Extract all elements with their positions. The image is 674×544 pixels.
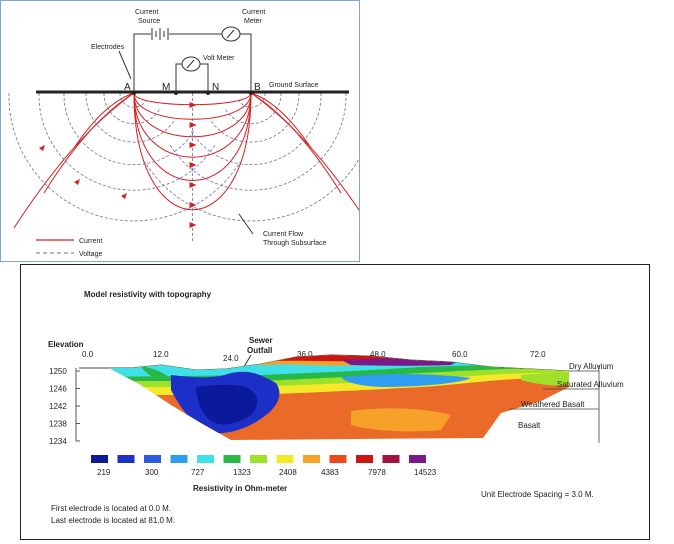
center-arrow: [190, 122, 197, 128]
current-ray: [14, 93, 134, 228]
current-arrowhead: [39, 145, 45, 151]
resistivity-section: [21, 265, 649, 539]
colorbar: [91, 455, 426, 463]
current-meter-label-1: Current: [242, 9, 266, 16]
first-electrode-note: First electrode is located at 0.0 M.: [51, 504, 172, 513]
center-arrow: [190, 102, 197, 108]
colorbar-value: 300: [145, 468, 159, 477]
center-arrow: [190, 162, 197, 168]
electrode-n-marker: [206, 91, 210, 95]
colorbar-swatch: [171, 455, 188, 463]
legend-voltage-label: Voltage: [79, 251, 103, 258]
layer-weathered-basalt: Weathered Basalt: [521, 400, 585, 409]
voltage-line: [86, 93, 175, 142]
colorbar-value: 4383: [321, 468, 339, 477]
current-flow-label-1: Current Flow: [263, 231, 304, 238]
colorbar-swatch: [118, 455, 135, 463]
sewer-label-1: Sewer: [249, 336, 273, 345]
current-source-label-2: Source: [138, 18, 161, 25]
last-electrode-note: Last electrode is located at 81.0 M.: [51, 516, 176, 525]
current-meter-icon: [222, 27, 240, 41]
y-tick-label: 1234: [49, 437, 67, 446]
colorbar-value: 7978: [368, 468, 386, 477]
voltage-line: [210, 93, 299, 142]
electrodes-label: Electrodes: [91, 44, 125, 51]
voltage-line: [226, 93, 282, 124]
electrode-m-marker: [174, 91, 178, 95]
colorbar-swatch: [197, 455, 214, 463]
current-source-label-1: Current: [135, 9, 159, 16]
voltage-line: [170, 93, 346, 190]
colorbar-swatch: [277, 455, 294, 463]
electrode-m-label: M: [162, 82, 171, 93]
voltage-line: [9, 93, 240, 221]
sewer-label-2: Outfall: [247, 346, 273, 355]
colorbar-swatch: [409, 455, 426, 463]
electrodes-pointer: [119, 51, 131, 79]
colorbar-swatch: [303, 455, 320, 463]
y-axis-ticks: [49, 367, 80, 446]
colorbar-swatch: [144, 455, 161, 463]
resistivity-section-panel: [20, 264, 650, 540]
center-arrow: [190, 142, 197, 148]
current-ray: [251, 93, 359, 228]
electrode-a-label: A: [124, 82, 131, 93]
electrode-n-label: N: [212, 82, 220, 93]
x-tick-label: 0.0: [82, 350, 94, 359]
current-arrowhead: [74, 179, 80, 185]
spacing-note: Unit Electrode Spacing = 3.0 M.: [481, 490, 594, 499]
colorbar-swatch: [250, 455, 267, 463]
x-tick-label: 12.0: [153, 350, 169, 359]
electrode-b-marker: [249, 91, 253, 95]
colorbar-value: 14523: [414, 468, 437, 477]
x-tick-label: 60.0: [452, 350, 468, 359]
x-tick-label: 48.0: [370, 350, 386, 359]
voltage-line: [39, 93, 215, 190]
center-arrow: [190, 222, 197, 228]
electrode-a-marker: [132, 91, 136, 95]
y-tick-label: 1246: [49, 384, 67, 394]
colorbar-swatch: [224, 455, 241, 463]
x-tick-label: 24.0: [223, 354, 239, 363]
y-tick-label: 1238: [49, 419, 67, 429]
x-tick-label: 36.0: [297, 350, 313, 359]
colorbar-value: 2408: [279, 468, 297, 477]
electrode-diagram: [1, 1, 359, 261]
y-tick-label: 1250: [49, 367, 67, 376]
colorbar-labels: [97, 468, 437, 477]
colorbar-swatch: [91, 455, 108, 463]
colorbar-swatch: [383, 455, 400, 463]
colorbar-value: 1323: [233, 468, 251, 477]
volt-meter-label: Volt Meter: [203, 55, 235, 62]
x-tick-label: 72.0: [530, 350, 546, 359]
current-ray: [251, 93, 311, 148]
voltage-line: [145, 93, 359, 221]
resistivity-unit-label: Resistivity in Ohm-meter: [193, 484, 288, 493]
current-flow-label-2: Through Subsurface: [263, 240, 327, 247]
elevation-label: Elevation: [48, 340, 84, 349]
ground-surface-label: Ground Surface: [269, 82, 319, 89]
legend-current-label: Current: [79, 238, 103, 245]
resistivity-body: [101, 350, 581, 445]
current-ray: [251, 93, 341, 193]
layer-saturated-alluvium: Saturated Alluvium: [557, 380, 624, 389]
section-title: Model resistivity with topography: [84, 290, 212, 299]
electrode-diagram-panel: [0, 0, 360, 262]
current-flow-pointer: [239, 214, 253, 234]
layer-dry-alluvium: Dry Alluvium: [569, 362, 614, 371]
center-arrow: [190, 182, 197, 188]
colorbar-swatch: [356, 455, 373, 463]
colorbar-value: 727: [191, 468, 205, 477]
electrode-b-label: B: [254, 82, 261, 93]
current-arrowhead: [121, 193, 127, 199]
battery-icon: [152, 28, 168, 40]
center-arrow: [190, 202, 197, 208]
current-meter-label-2: Meter: [244, 18, 262, 25]
current-ray: [44, 93, 134, 193]
voltage-line: [104, 93, 160, 124]
colorbar-swatch: [330, 455, 347, 463]
y-tick-label: 1242: [49, 402, 67, 411]
current-ray: [74, 93, 134, 148]
colorbar-value: 219: [97, 468, 111, 477]
layer-basalt: Basalt: [518, 421, 541, 430]
volt-meter-icon: [182, 57, 200, 71]
